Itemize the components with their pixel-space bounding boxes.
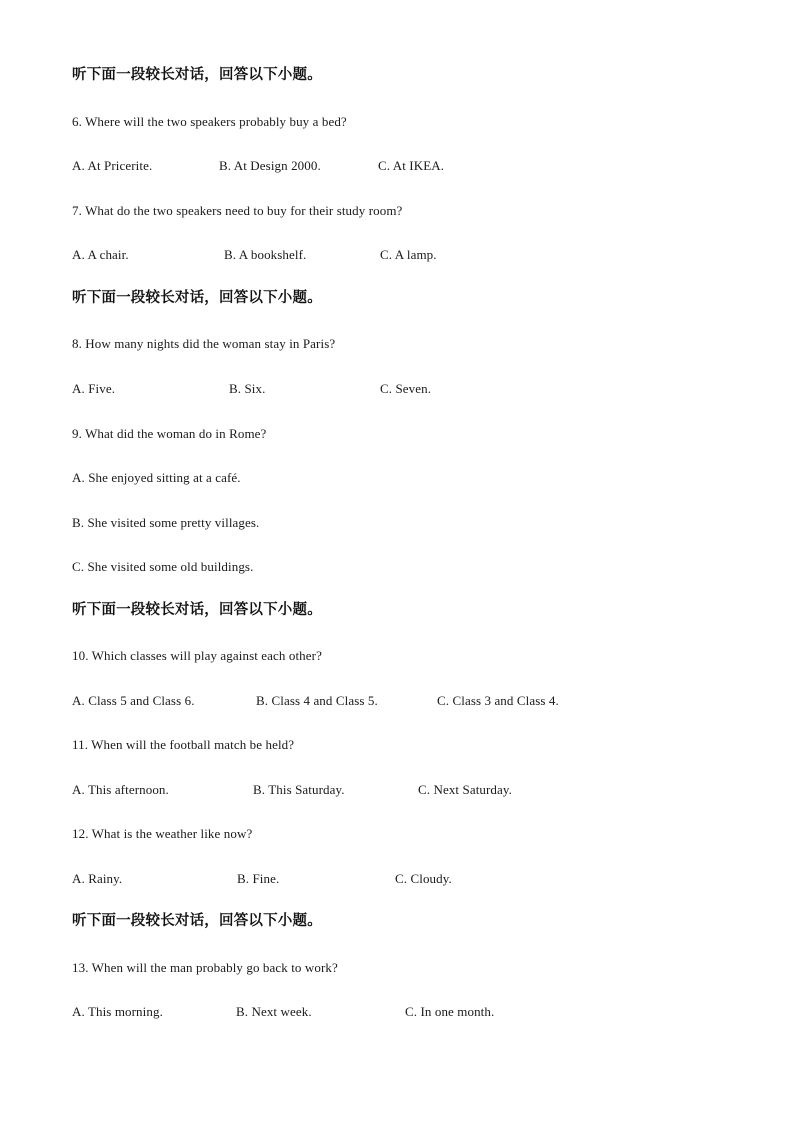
section-heading: 听下面一段较长对话，回答以下小题。 (72, 290, 322, 306)
section-heading: 听下面一段较长对话，回答以下小题。 (72, 602, 322, 618)
option-c: C. A lamp. (380, 247, 437, 262)
question-10: 10. Which classes will play against each other? (72, 648, 322, 663)
option-c: C. At IKEA. (378, 158, 445, 173)
question-13: 13. When will the man probably go back to work? (72, 960, 338, 975)
option-a: A. At Pricerite. (72, 158, 153, 173)
question-11: 11. When will the football match be held? (72, 737, 295, 752)
option-b: B. This Saturday. (253, 782, 345, 797)
option-a: A. This morning. (72, 1004, 163, 1019)
option-a: A. This afternoon. (72, 782, 169, 797)
option-c: C. Cloudy. (395, 871, 452, 886)
option-c: C. In one month. (405, 1004, 495, 1019)
option-b: B. A bookshelf. (224, 247, 307, 262)
option-c: C. Next Saturday. (418, 782, 513, 797)
option-b: B. At Design 2000. (219, 158, 321, 173)
option-c: C. She visited some old buildings. (72, 559, 254, 574)
option-a: A. Rainy. (72, 871, 123, 886)
question-12: 12. What is the weather like now? (72, 826, 253, 841)
question-7: 7. What do the two speakers need to buy for their study room? (72, 203, 403, 218)
option-c: C. Class 3 and Class 4. (437, 693, 559, 708)
option-b: B. Six. (229, 381, 266, 396)
option-b: B. Fine. (237, 871, 280, 886)
option-a: A. She enjoyed sitting at a café. (72, 470, 241, 485)
question-8: 8. How many nights did the woman stay in Paris? (72, 336, 336, 351)
option-a: A. Class 5 and Class 6. (72, 693, 195, 708)
section-heading: 听下面一段较长对话，回答以下小题。 (72, 67, 322, 83)
question-6: 6. Where will the two speakers probably buy a bed? (72, 114, 347, 129)
option-a: A. Five. (72, 381, 116, 396)
option-a: A. A chair. (72, 247, 129, 262)
section-heading: 听下面一段较长对话，回答以下小题。 (72, 913, 322, 929)
option-b: B. Next week. (236, 1004, 312, 1019)
option-b: B. Class 4 and Class 5. (256, 693, 378, 708)
option-b: B. She visited some pretty villages. (72, 515, 260, 530)
question-9: 9. What did the woman do in Rome? (72, 426, 267, 441)
option-c: C. Seven. (380, 381, 432, 396)
